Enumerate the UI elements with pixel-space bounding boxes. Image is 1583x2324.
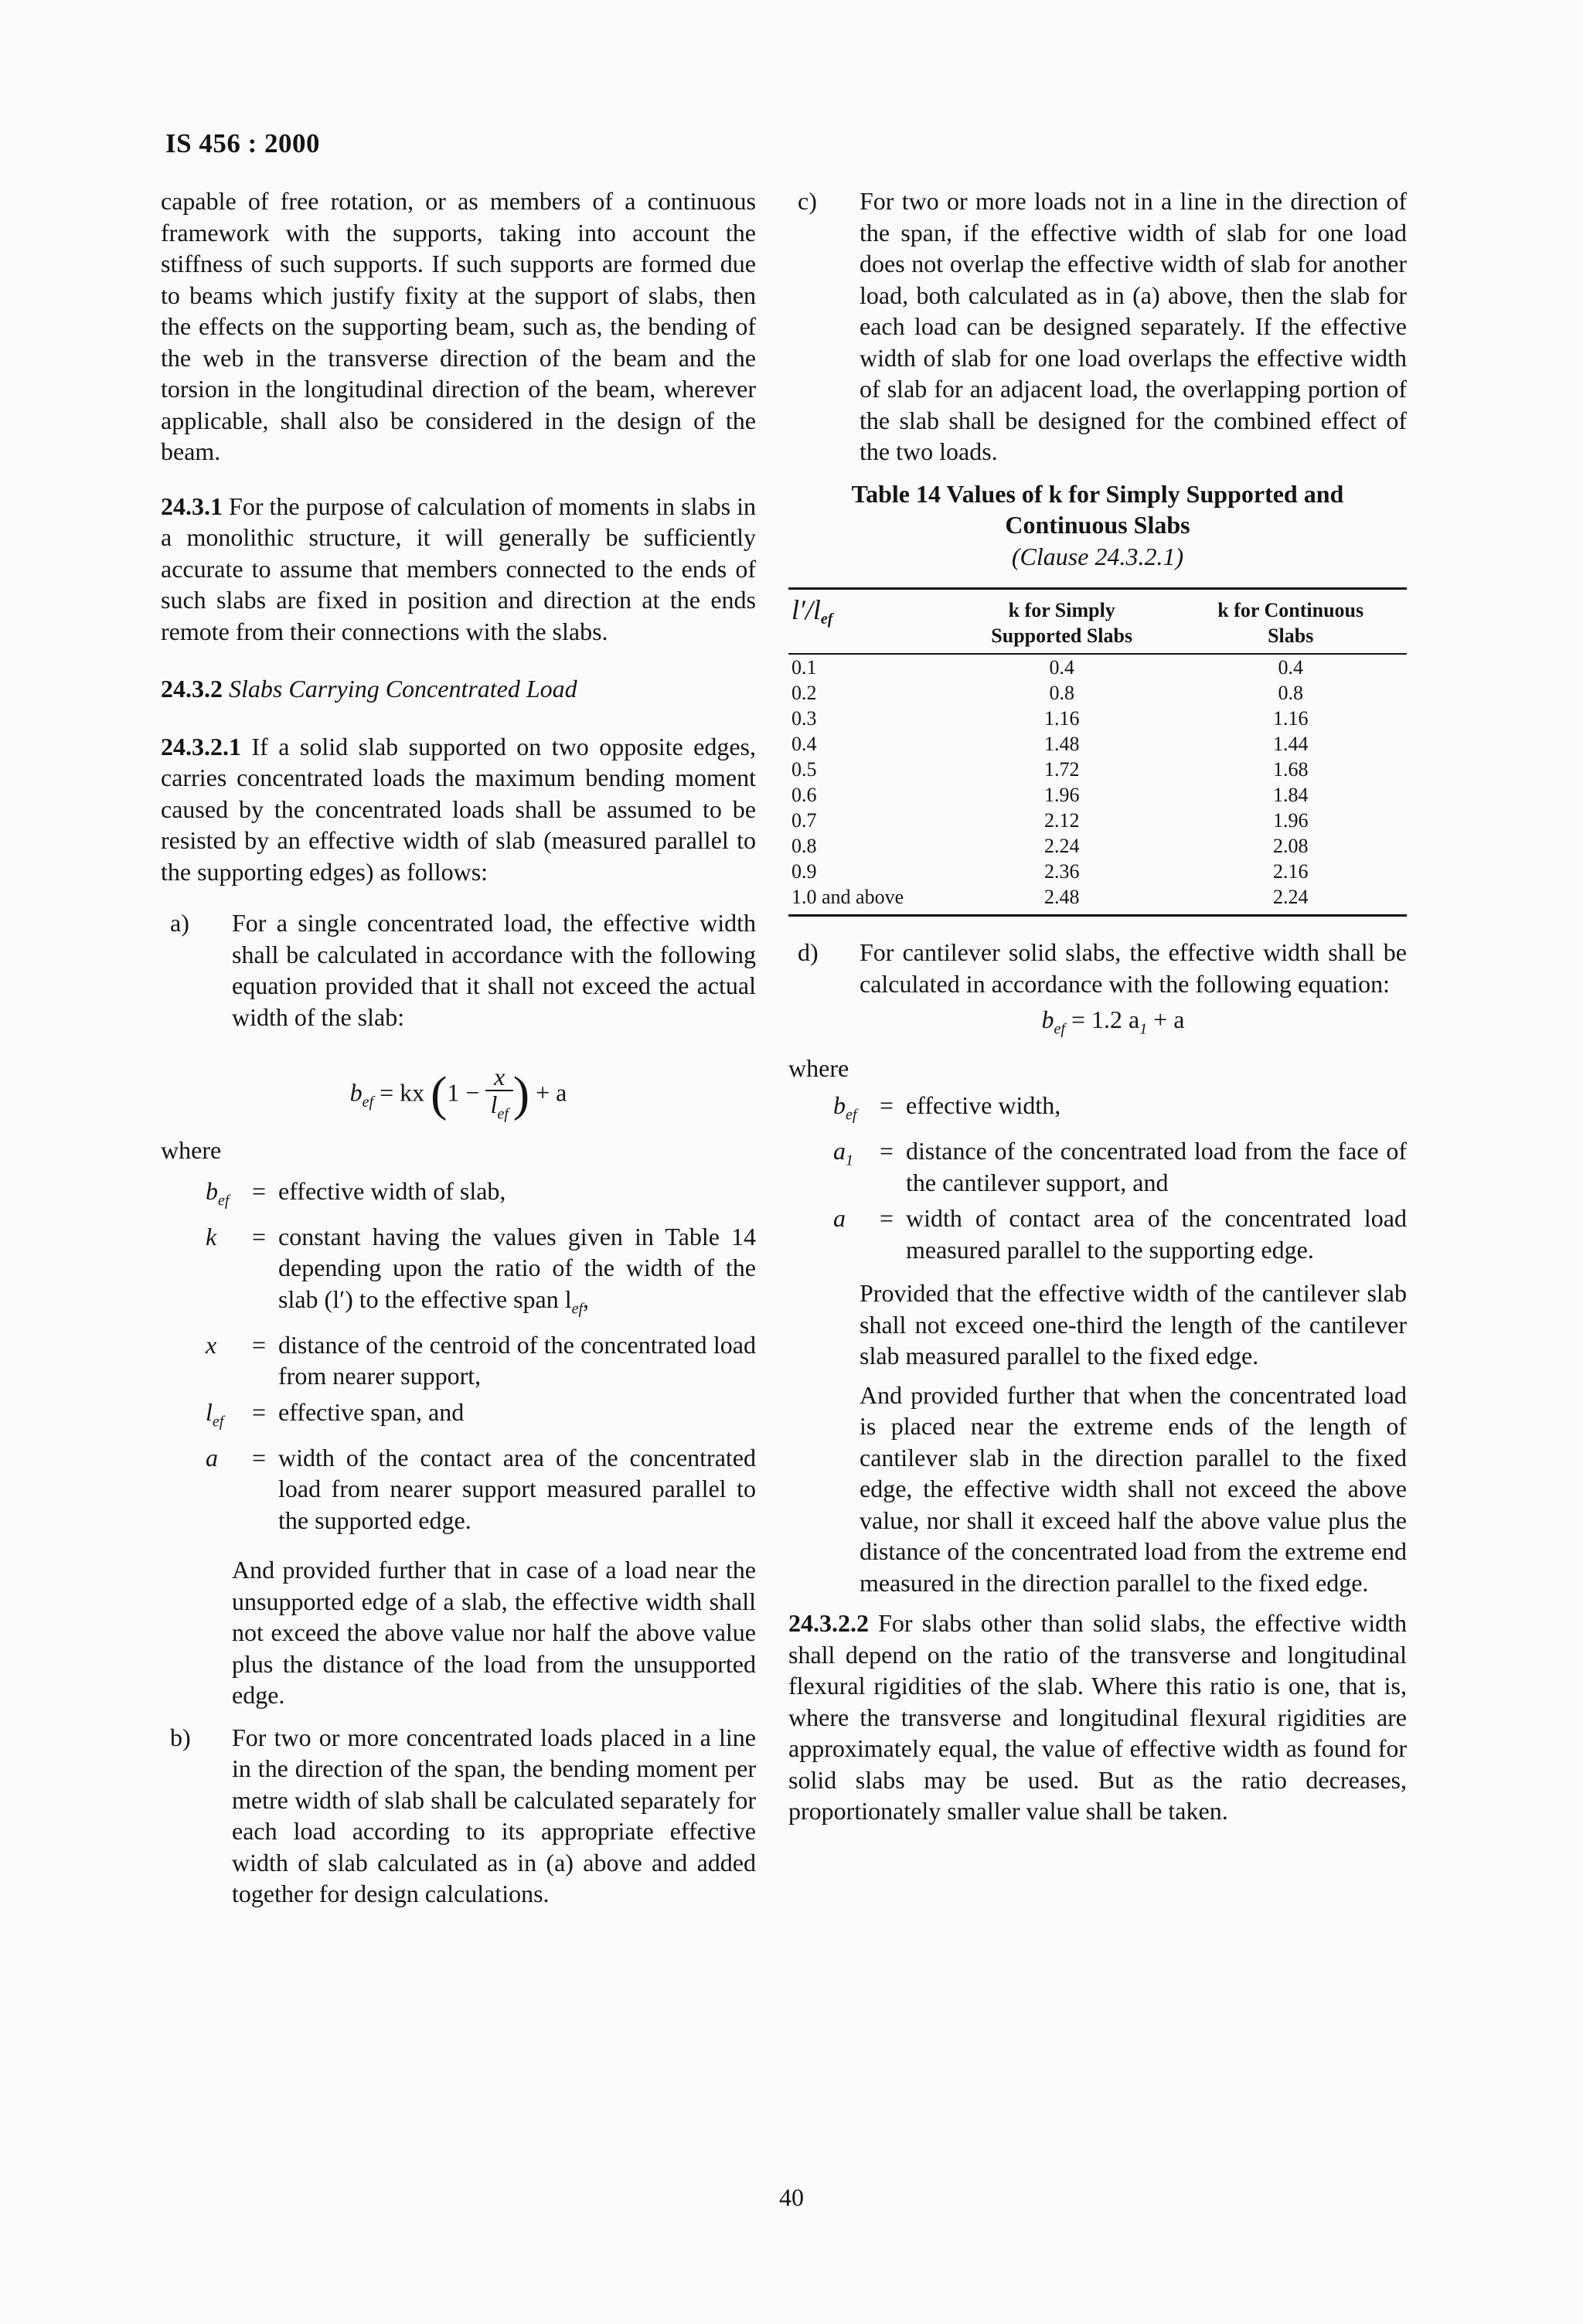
column-header-ratio: $l'/l_{ef}$	[788, 589, 949, 655]
equation-a: $b_{ef}$ = kx (1 − $\frac{x}{l_{ef}}$ ) + a	[161, 1063, 756, 1127]
where-label: where	[788, 1053, 849, 1082]
clause-24-3-2-1	[161, 731, 756, 888]
document-header: IS 456 : 2000	[165, 128, 320, 158]
left-column	[161, 185, 756, 1910]
item-c	[788, 185, 1407, 468]
definition-row: a = width of the contact area of the concentrated load from nearer support measured parallel to the supported edge.	[206, 1443, 756, 1534]
clause-24-3-2-2	[788, 1608, 1407, 1827]
clause-text: If a solid slab supported on two opposite edges, carries concentrated loads the maximum bending moment caused by the concentrated loads shall be assumed to be resisted by an effective width of slab (measured parallel to the supporting edges) as follows:	[161, 732, 756, 886]
clause-number: 24.3.2.2	[788, 1609, 869, 1638]
column-header-continuous: k for Continuous Slabs	[1174, 589, 1407, 655]
item-text: For two or more concentrated loads placed in a line in the direction of the span, the bending moment per metre width of slab shall be calculated separately for each load according to its appropriate effective width of slab calculated as in (a) above and added together for design calculations.	[232, 1723, 756, 1908]
item-label: a)	[170, 909, 189, 937]
definitions-a	[206, 1176, 756, 1536]
clause-number: 24.3.2	[161, 675, 223, 703]
table-row: 0.2 0.8 0.8	[792, 682, 1303, 704]
table-row: 0.1 0.4 0.4	[792, 656, 1303, 679]
definition-row: $l_{ef}$ = effective span, and	[206, 1397, 465, 1431]
k-values-table	[788, 587, 1407, 917]
clause-text: For the purpose of calculation of moments in slabs in a monolithic structure, it will generally be sufficiently accurate to assume that members connected to the ends of such slabs are fixed in position and direction at the ends remote from their connections with the slabs.	[161, 492, 756, 645]
table-clause: (Clause 24.3.2.1)	[1011, 542, 1184, 570]
where-label: where	[161, 1136, 222, 1165]
right-column	[788, 185, 1407, 1827]
intro-paragraph: capable of free rotation, or as members of a continuous framework with the supports, taking into account the stiffness of such supports. If such supports are formed due to beams which justify fixity at the support of slabs, then the effects on the supporting beam, such as, the bending of the web in the transverse direction of the beam and the torsion in the longitudinal direction of the beam, wherever applicable, shall also be considered in the design of the beam.	[161, 187, 756, 465]
proviso-d2: And provided further that when the concentrated load is placed near the extreme ends of the length of cantilever slab in the direction parallel to the fixed edge, the effective width shall not exceed the above value, nor shall it exceed half the above value plus the distance of the concentrated load from the extreme end measured in the direction parallel to the fixed edge.	[860, 1380, 1407, 1597]
proviso-d1: Provided that the effective width of the cantilever slab shall not exceed one-third the length of the cantilever slab measured parallel to the fixed edge.	[860, 1279, 1407, 1370]
definition-row: a = width of contact area of the concentrated load measured parallel to the supporting edge.	[833, 1204, 1407, 1264]
item-label: c)	[798, 187, 817, 215]
item-label: b)	[170, 1723, 191, 1751]
item-d	[788, 937, 1407, 999]
definition-row: $b_{ef}$ = effective width,	[833, 1091, 1061, 1124]
clause-number: 24.3.2.1	[161, 732, 241, 760]
table-title: Table 14 Values of k for Simply Supported and Continuous Slabs	[851, 479, 1344, 539]
table-row: 0.3 1.16 1.16	[792, 707, 1309, 730]
clause-title: Slabs Carrying Concentrated Load	[223, 675, 577, 703]
clause-24-3-2-heading	[161, 673, 756, 705]
clause-text: For slabs other than solid slabs, the effective width shall depend on the ratio of the transverse and longitudinal flexural rigidities of the slab. Where this ratio is one, that is, where the transverse and longitudinal flexural rigidities are approximately equal, the value of effective width as found for solid slabs may be used. But as the ratio decreases, proportionately smaller value shall be taken.	[788, 1609, 1407, 1826]
definitions-d	[833, 1090, 1407, 1265]
table-row: 1.0 and above 2.48 2.24	[788, 884, 1407, 916]
item-text: For cantilever solid slabs, the effective width shall be calculated in accordance with the following equation:	[860, 938, 1407, 998]
item-label: d)	[798, 938, 819, 966]
table-row: 0.9 2.36 2.16	[792, 860, 1309, 883]
definition-row: k = constant having the values given in Table 14 depending upon the ratio of the width of the slab (l′) to the effective span $l_{ef}$,	[206, 1222, 756, 1318]
table-row: 0.8 2.24 2.08	[792, 835, 1309, 857]
item-a	[161, 907, 756, 1033]
clause-number: 24.3.1	[161, 492, 223, 520]
column-header-simply-supported: k for Simply Supported Slabs	[949, 589, 1174, 655]
table-row: 0.4 1.48 1.44	[792, 733, 1309, 755]
item-b	[161, 1722, 756, 1910]
proviso-a: And provided further that in case of a load near the unsupported edge of a slab, the effective width shall not exceed the above value nor half the above value plus the distance of the load from the unsupported edge.	[232, 1556, 756, 1710]
equation-d: $b_{ef} = 1.2$ $a_1 + a$	[1041, 1005, 1185, 1038]
definition-row: x = distance of the centroid of the concentrated load from nearer support,	[206, 1330, 756, 1390]
page-number: 40	[779, 2183, 804, 2211]
table-row: 0.6 1.96 1.84	[792, 784, 1309, 806]
definition-row: $b_{ef}$ = effective width of slab,	[206, 1176, 506, 1210]
fraction: $\frac{x}{l_{ef}}$	[485, 1063, 512, 1127]
table-row: 0.7 2.12 1.96	[792, 809, 1309, 832]
item-text: For two or more loads not in a line in the direction of the span, if the effective width of slab for one load does not overlap the effective width of slab for another load, both calculated as in (a) above, then the slab for each load can be designed separately. If the effective width of slab for one load overlaps the effective width of slab for an adjacent load, the overlapping portion of the slab shall be designed for the combined effect of the two loads.	[860, 187, 1407, 465]
item-text: For a single concentrated load, the effective width shall be calculated in accordance with the following equation provided that it shall not exceed the actual width of the slab:	[232, 909, 756, 1031]
definition-row: $a_1$ = distance of the concentrated load from the face of the cantilever support, and	[833, 1137, 1407, 1196]
table-row: 0.5 1.72 1.68	[792, 758, 1309, 781]
clause-24-3-1	[161, 491, 756, 648]
